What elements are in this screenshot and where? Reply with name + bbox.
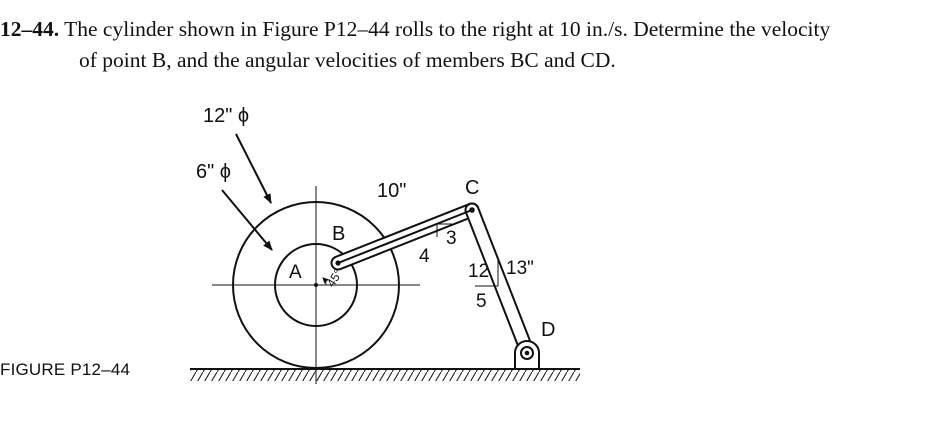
slope-bc-rise-label: 3 <box>446 228 457 249</box>
length-cd-label: 13" <box>506 258 534 279</box>
slope-bc-run-label: 4 <box>419 246 430 267</box>
angle-label: 45° <box>323 266 346 290</box>
center-point-a <box>314 283 318 287</box>
problem-text-1: The cylinder shown in Figure P12–44 rolls to the right at 10 in./s. Determine the velocity <box>64 17 831 41</box>
point-d-label: D <box>541 319 556 341</box>
figure-caption: FIGURE P12–44 <box>0 360 131 379</box>
point-a-label: A <box>289 262 302 283</box>
slope-cd-rise-label: 12 <box>468 261 490 282</box>
problem-line-2: of point B, and the angular velocities of members BC and CD. <box>79 48 616 72</box>
pin-support-d <box>515 341 539 369</box>
slope-cd-run-label: 5 <box>476 291 487 312</box>
problem-number: 12–44. <box>0 17 60 41</box>
outer-diameter-label: 12" ϕ <box>203 105 250 127</box>
inner-diameter-label: 6" ϕ <box>196 161 231 183</box>
point-b-label: B <box>332 223 346 245</box>
outer-diameter-leader <box>236 134 271 203</box>
pin-c <box>469 207 475 213</box>
point-c-label: C <box>465 177 480 199</box>
length-bc-label: 10" <box>377 180 407 202</box>
ground <box>190 369 580 381</box>
